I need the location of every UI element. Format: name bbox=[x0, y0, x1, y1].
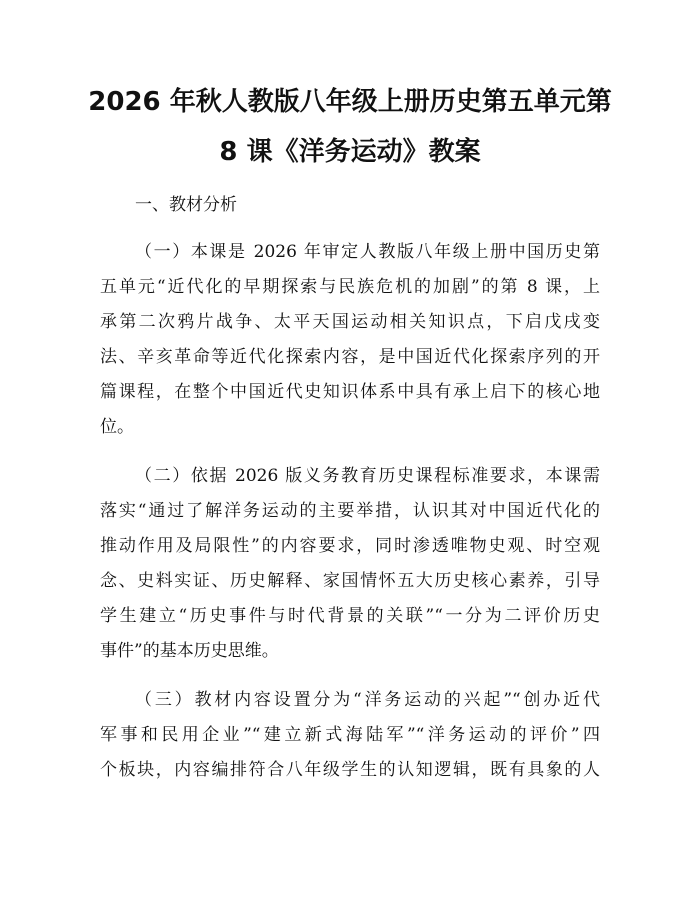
paragraph-line: 承第二次鸦片战争、太平天国运动相关知识点，下启戊戌变 bbox=[100, 312, 600, 332]
paragraph-line: 五单元“近代化的早期探索与民族危机的加剧”的第 8 课，上 bbox=[100, 277, 600, 297]
paragraph-line: 位。 bbox=[100, 417, 134, 437]
paragraph-line: （一）本课是 2026 年审定人教版八年级上册中国历史第 bbox=[135, 242, 600, 262]
paragraph-line: 落实“通过了解洋务运动的主要举措，认识其对中国近代化的 bbox=[100, 501, 600, 521]
paragraph-line: 个板块，内容编排符合八年级学生的认知逻辑，既有具象的人 bbox=[100, 760, 600, 780]
paragraph-line: 事件”的基本历史思维。 bbox=[100, 641, 279, 661]
paragraph-line: 学生建立“历史事件与时代背景的关联”“一分为二评价历史 bbox=[100, 606, 600, 626]
document-title-line-2: 8 课《洋务运动》教案 bbox=[219, 137, 481, 167]
section-heading: 一、教材分析 bbox=[135, 195, 237, 215]
paragraph-line: 念、史料实证、历史解释、家国情怀五大历史核心素养，引导 bbox=[100, 571, 600, 591]
paragraph-line: （二）依据 2026 版义务教育历史课程标准要求，本课需 bbox=[135, 466, 600, 486]
paragraph-line: 法、辛亥革命等近代化探索内容，是中国近代化探索序列的开 bbox=[100, 347, 600, 367]
paragraph-line: （三）教材内容设置分为“洋务运动的兴起”“创办近代 bbox=[135, 690, 600, 710]
paragraph-line: 军事和民用企业”“建立新式海陆军”“洋务运动的评价”四 bbox=[100, 725, 600, 745]
paragraph-line: 篇课程，在整个中国近代史知识体系中具有承上启下的核心地 bbox=[100, 382, 600, 402]
document-title-line-1: 2026 年秋人教版八年级上册历史第五单元第 bbox=[88, 87, 612, 117]
paragraph-line: 推动作用及局限性”的内容要求，同时渗透唯物史观、时空观 bbox=[100, 536, 600, 556]
